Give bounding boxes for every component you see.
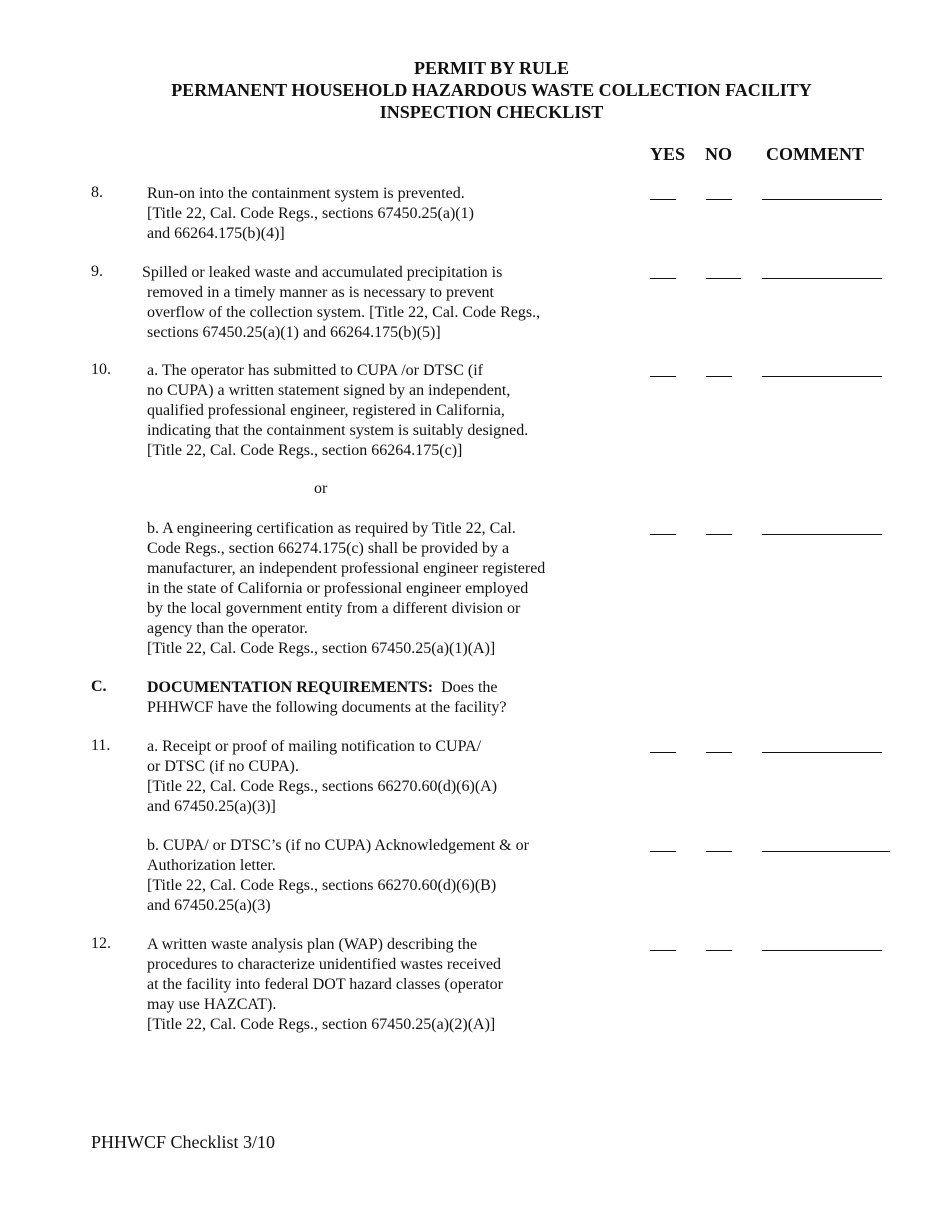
yes-blank[interactable] (650, 851, 676, 852)
item-line: b. A engineering certification as required by Title 22, Cal. (147, 520, 516, 537)
section-intro: Does the (441, 679, 498, 696)
item-line: PHHWCF have the following documents at the facility? (147, 699, 507, 716)
item-line: [Title 22, Cal. Code Regs., section 67450.25(a)(2)(A)] (147, 1016, 496, 1033)
comment-blank[interactable] (762, 851, 890, 852)
item-line: Code Regs., section 66274.175(c) shall be provided by a (147, 540, 510, 557)
item-line: by the local government entity from a different division or (147, 600, 521, 617)
section-letter: C. (91, 678, 107, 695)
item-number: 10. (91, 361, 111, 378)
item-line: [Title 22, Cal. Code Regs., sections 66270.60(d)(6)(A) (147, 778, 498, 795)
yes-blank[interactable] (650, 199, 676, 200)
item-line: [Title 22, Cal. Code Regs., section 66264.175(c)] (147, 442, 463, 459)
no-blank[interactable] (706, 376, 732, 377)
item-number: 11. (91, 737, 111, 754)
item-line: at the facility into federal DOT hazard classes (operator (147, 976, 503, 993)
column-header-yes: YES (650, 144, 686, 164)
document-title: PERMIT BY RULE (413, 58, 570, 78)
document-subtitle-2: INSPECTION CHECKLIST (379, 102, 604, 122)
item-line: agency than the operator. (147, 620, 308, 637)
item-line: [Title 22, Cal. Code Regs., sections 66270.60(d)(6)(B) (147, 877, 497, 894)
no-blank[interactable] (706, 199, 732, 200)
comment-blank[interactable] (762, 950, 882, 951)
item-9-text (142, 263, 540, 343)
item-line: a. The operator has submitted to CUPA /or DTSC (if (147, 362, 483, 379)
item-number: 12. (91, 935, 111, 952)
item-line: [Title 22, Cal. Code Regs., sections 67450.25(a)(1) (147, 205, 474, 222)
item-line: Run-on into the containment system is prevented. (147, 185, 465, 202)
yes-blank[interactable] (650, 278, 676, 279)
yes-blank[interactable] (650, 376, 676, 377)
comment-blank[interactable] (762, 278, 882, 279)
item-line: may use HAZCAT). (147, 996, 277, 1013)
item-line: [Title 22, Cal. Code Regs., section 67450.25(a)(1)(A)] (147, 640, 496, 657)
comment-blank[interactable] (762, 199, 882, 200)
item-line: indicating that the containment system is suitably designed. (147, 422, 529, 439)
document-subtitle: PERMANENT HOUSEHOLD HAZARDOUS WASTE COLLECTION FACILITY (171, 80, 812, 100)
item-line: procedures to characterize unidentified wastes received (147, 956, 502, 973)
item-number: 9. (91, 263, 103, 280)
item-line: or DTSC (if no CUPA). (147, 758, 299, 775)
item-line: a. Receipt or proof of mailing notification to CUPA/ (147, 738, 482, 755)
item-line: Spilled or leaked waste and accumulated precipitation is (142, 264, 503, 281)
item-line: and 67450.25(a)(3) (147, 897, 271, 914)
comment-blank[interactable] (762, 376, 882, 377)
page-footer: PHHWCF Checklist 3/10 (91, 1132, 276, 1152)
item-line: b. CUPA/ or DTSC’s (if no CUPA) Acknowledgement & or (147, 837, 529, 854)
item-line: and 66264.175(b)(4)] (147, 225, 285, 242)
item-line: and 67450.25(a)(3)] (147, 798, 276, 815)
no-blank[interactable] (706, 752, 732, 753)
item-line: manufacturer, an independent professional engineer registered (147, 560, 546, 577)
item-line: qualified professional engineer, registered in California, (147, 402, 505, 419)
column-header-comment: COMMENT (766, 144, 864, 164)
no-blank[interactable] (706, 278, 741, 279)
item-number: 8. (91, 184, 103, 201)
item-11b-text (147, 836, 529, 916)
item-line: no CUPA) a written statement signed by an independent, (147, 382, 511, 399)
no-blank[interactable] (706, 851, 732, 852)
item-12-text (147, 935, 503, 1035)
item-line: in the state of California or professional engineer employed (147, 580, 529, 597)
item-line: removed in a timely manner as is necessary to prevent (147, 284, 494, 301)
item-line: A written waste analysis plan (WAP) describing the (147, 936, 478, 953)
section-heading: DOCUMENTATION REQUIREMENTS: (147, 679, 434, 696)
column-header-no: NO (705, 144, 732, 164)
no-blank[interactable] (706, 534, 732, 535)
yes-blank[interactable] (650, 534, 676, 535)
comment-blank[interactable] (762, 752, 882, 753)
item-11a-text (147, 737, 497, 817)
item-10b-text (147, 519, 545, 659)
item-line: sections 67450.25(a)(1) and 66264.175(b)(5)] (147, 324, 441, 341)
item-line: overflow of the collection system. [Title 22, Cal. Code Regs., (147, 304, 541, 321)
yes-blank[interactable] (650, 950, 676, 951)
yes-blank[interactable] (650, 752, 676, 753)
item-8-text (147, 184, 474, 244)
comment-blank[interactable] (762, 534, 882, 535)
or-separator: or (314, 480, 328, 497)
item-10a-text (147, 361, 528, 461)
section-c-text (147, 678, 506, 718)
item-line: Authorization letter. (147, 857, 276, 874)
section-line (147, 678, 506, 698)
no-blank[interactable] (706, 950, 732, 951)
